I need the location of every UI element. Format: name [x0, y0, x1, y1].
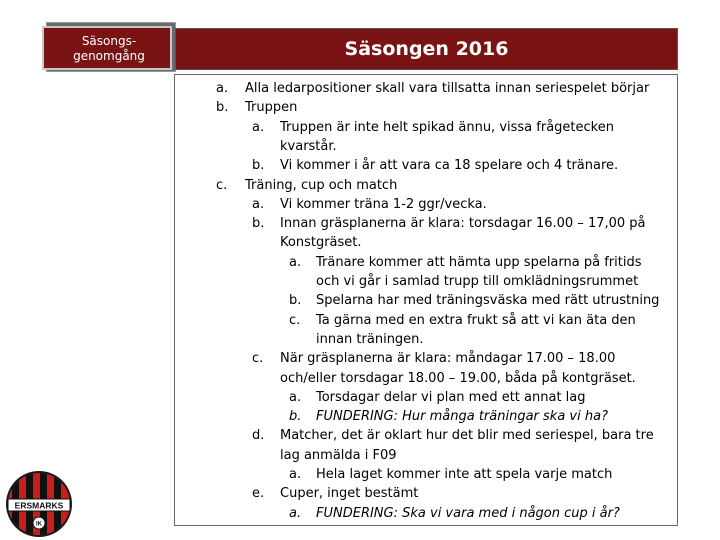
outline-text: Konstgräset. [280, 235, 362, 251]
section-tab-label-line1: Säsongs- [81, 34, 137, 48]
section-tab-face [42, 26, 172, 70]
outline-marker: c. [252, 351, 264, 367]
logo-sub: IK [36, 521, 42, 528]
outline-text: När gräsplanerna är klara: måndagar 17.00 – 18.00 [280, 351, 616, 367]
outline-marker: a. [289, 389, 302, 405]
outline-marker: b. [216, 100, 229, 116]
outline-text: Innan gräsplanerna är klara: torsdagar 16.00 – 17,00 på [280, 216, 646, 232]
outline-text: Alla ledarpositioner skall vara tillsatta innan seriespelet börjar [245, 81, 650, 96]
club-logo [4, 470, 74, 538]
outline-text: Truppen [245, 100, 298, 116]
outline-text: Tränare kommer att hämta upp spelarna på fritids [316, 254, 642, 270]
outline-marker: a. [289, 505, 302, 521]
outline-marker: c. [289, 312, 301, 328]
outline-marker: a. [252, 119, 265, 135]
section-tab-label [44, 34, 174, 64]
outline-text: Träning, cup och match [245, 177, 398, 193]
section-tab [42, 22, 176, 70]
outline-text: och vi går i samlad trupp till omklädningsrummet [316, 274, 639, 289]
outline-marker: d. [252, 428, 265, 444]
outline-text: innan träningen. [316, 331, 424, 347]
outline-marker: b. [289, 293, 302, 309]
outline-marker: e. [252, 486, 265, 502]
title-bar [175, 28, 678, 70]
outline-marker: a. [289, 254, 302, 270]
outline-text: Cuper, inget bestämt [280, 486, 419, 502]
outline-text: Vi kommer i år att vara ca 18 spelare och 4 tränare. [280, 158, 619, 174]
outline-text: Spelarna har med träningsväska med rätt utrustning [316, 293, 660, 309]
outline-marker: c. [216, 177, 228, 193]
outline-marker: a. [216, 81, 229, 96]
outline-text: Hela laget kommer inte att spela varje match [316, 467, 613, 482]
outline-marker: a. [252, 196, 265, 212]
outline-text: Matcher, det är oklart hur det blir med seriespel, bara tre [280, 428, 654, 444]
outline-text: FUNDERING: Ska vi vara med i någon cup i år? [316, 505, 620, 521]
outline-marker: b. [289, 409, 302, 425]
outline-marker: b. [252, 158, 265, 174]
section-tab-label-line2: genomgång [73, 49, 145, 63]
outline-text: lag anmälda i F09 [280, 447, 397, 463]
outline-text: Torsdagar delar vi plan med ett annat lag [316, 389, 586, 405]
outline-text: och/eller torsdagar 18.00 – 19.00, båda på kontgräset. [280, 370, 636, 386]
page-title: Säsongen 2016 [344, 38, 509, 60]
outline-text: Ta gärna med en extra frukt så att vi kan äta den [316, 312, 636, 328]
outline-text: kvarstår. [280, 138, 337, 154]
outline-text: Truppen är inte helt spikad ännu, vissa frågetecken [280, 119, 614, 135]
outline-text: Vi kommer träna 1-2 ggr/vecka. [280, 196, 487, 212]
outline-marker: b. [252, 216, 265, 232]
outline-text: FUNDERING: Hur många träningar ska vi ha? [316, 409, 608, 425]
outline-marker: a. [289, 467, 302, 482]
logo-text: ERSMARKS [14, 500, 64, 511]
